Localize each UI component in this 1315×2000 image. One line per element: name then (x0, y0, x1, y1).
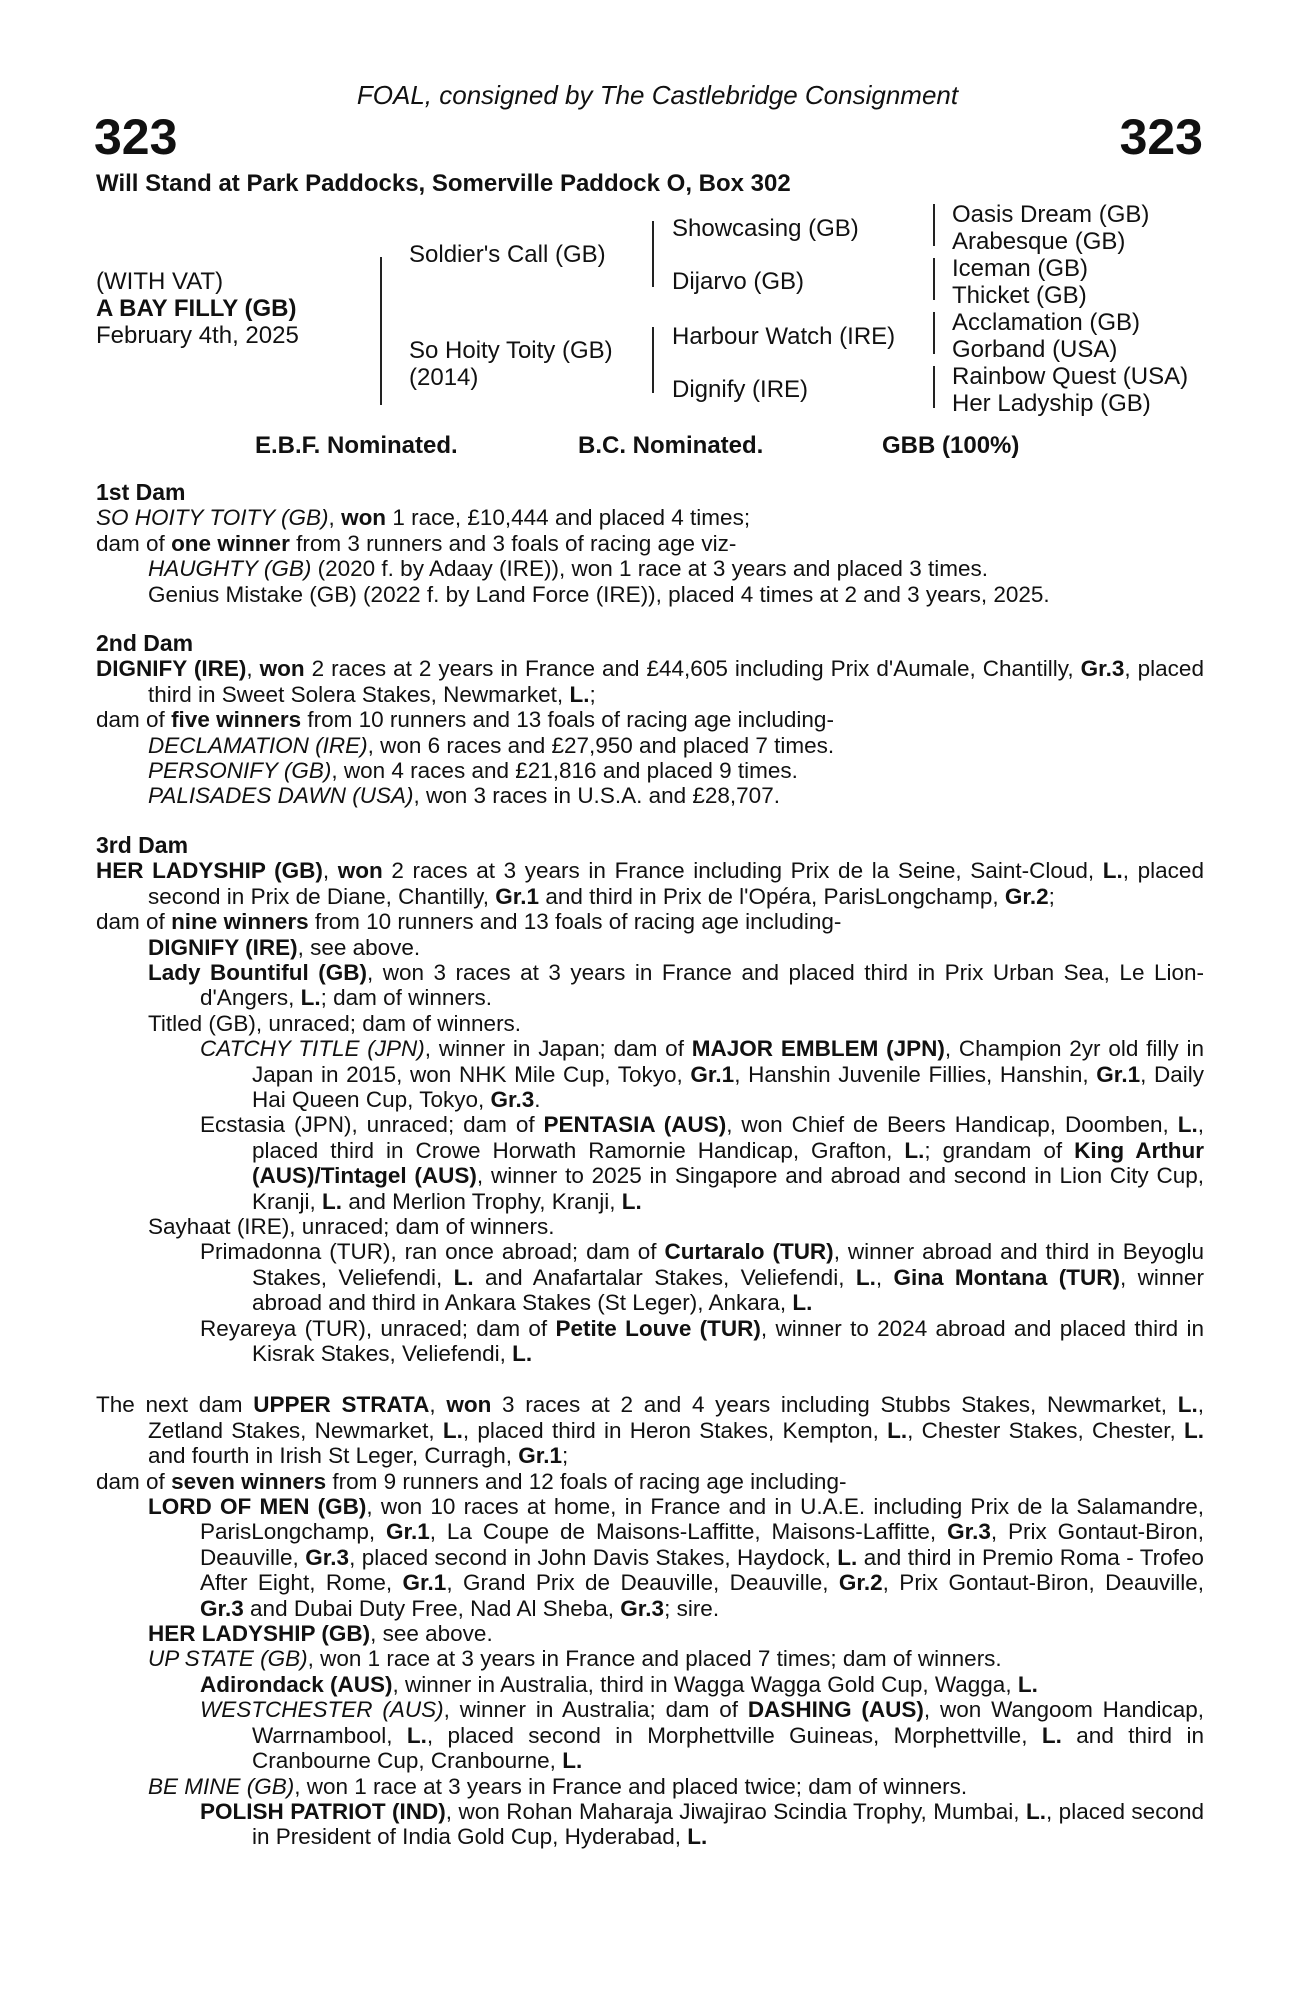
grand-produce (96, 1316, 1204, 1367)
foal-text: , winner to 2025 in Singapore and abroad and second in Lion City Cup, Kranji, (252, 1163, 1204, 1214)
foal-name: King Arthur (AUS)/Tintagel (AUS) (252, 1137, 1204, 1189)
dam: So Hoity Toity (GB) (409, 337, 613, 364)
foal-text: Reyareya (TUR), unraced; dam of (200, 1315, 548, 1341)
listed-label: L. (1017, 1671, 1038, 1697)
foal-text: , Prix Gontaut-Biron, Deauville, (882, 1570, 1204, 1596)
consignor-line: FOAL, consigned by The Castlebridge Consignment (356, 80, 959, 110)
listed-label: L. (1041, 1722, 1062, 1748)
first-dam-foal: Genius Mistake (GB) (2022 f. by Land Force (IRE)), placed 4 times at 2 and 3 years, 2025. (148, 581, 1050, 607)
grade-label: Gr.1 (1096, 1061, 1141, 1087)
record-text: , Zetland Stakes, Newmarket, (148, 1392, 1204, 1443)
third-dam-heading: 3rd Dam (96, 831, 189, 858)
foal-name: BE MINE (GB) (148, 1773, 295, 1799)
record-text: , Chester Stakes, Chester, (907, 1417, 1176, 1443)
grade-label: Gr.3 (200, 1595, 244, 1621)
foal-text: , Daily Hai Queen Cup, Tokyo, (252, 1061, 1204, 1112)
record-text: and fourth in Irish St Leger, Curragh, (148, 1443, 512, 1469)
foal-name: Lady Bountiful (GB) (148, 959, 367, 985)
next-dam-foal (96, 1774, 1204, 1799)
foal-name: LORD OF MEN (GB) (148, 1494, 367, 1520)
second-dam-foal (96, 733, 1204, 758)
gg-sire-2: Iceman (GB) (952, 255, 1089, 282)
foal-text: , won 1 race at 3 years in France and placed twice; dam of winners. (294, 1773, 968, 1799)
foal-name: HAUGHTY (GB) (148, 556, 312, 582)
foal-text: , Hanshin Juvenile Fillies, Hanshin, (734, 1061, 1089, 1087)
next-dam-record: The next dam UPPER STRATA, won 3 races at 2 and 4 years including Stubbs Stakes, Newmarket, L., Zetland Stakes, Newmarket, L., placed third in Heron Stakes, Kempton, L., Chester Stakes, Chester, L. and fourth in Irish St Leger, Curragh, Gr.1; (96, 1392, 1205, 1469)
listed-label: L. (792, 1290, 813, 1316)
foal-name: UP STATE (GB) (148, 1646, 308, 1672)
lot-number-left: 323 (94, 109, 178, 165)
foal-text: , placed second in President of India Gold Cup, Hyderabad, (252, 1798, 1204, 1850)
grade-label: Gr.3 (1080, 656, 1125, 682)
produce-text: from 9 runners and 12 foals of racing age including- (332, 1468, 847, 1494)
listed-label: L. (1102, 858, 1123, 884)
record-text: , placed third in Sweet Solera Stakes, Newmarket, (148, 656, 1204, 707)
third-dam-name: HER LADYSHIP (GB) (96, 858, 323, 884)
listed-label: L. (1177, 1112, 1198, 1138)
foal-text: ; sire. (664, 1595, 720, 1621)
foal-name: Petite Louve (TUR) (555, 1315, 761, 1341)
foal-text: and Merlion Trophy, Kranji, (348, 1188, 616, 1214)
second-dam-record: DIGNIFY (IRE), won 2 races at 2 years in France and £44,605 including Prix d'Aumale, Chantilly, Gr.3, placed third in Sweet Solera Stakes, Newmarket, L.; (96, 656, 1204, 707)
winners-count: one winner (171, 530, 290, 556)
second-dam-produce (96, 707, 1204, 732)
produce-text: from 10 runners and 13 foals of racing age including- (314, 909, 842, 935)
foal-text: Primadonna (TUR), ran once abroad; dam of (200, 1239, 657, 1265)
foal-text: , see above. (297, 934, 421, 960)
foal-name: WESTCHESTER (AUS) (200, 1697, 444, 1723)
gbb-status: GBB (100%) (882, 432, 1020, 459)
foal-name: Adirondack (AUS) (200, 1671, 393, 1697)
second-dam-foal (96, 758, 1204, 783)
first-dam-record: SO HOITY TOITY (GB), won 1 race, £10,444 and placed 4 times; (96, 505, 751, 531)
foal-text: , winner to 2024 abroad and placed third in Kisrak Stakes, Veliefendi, (252, 1315, 1204, 1366)
record-text: ; (562, 1443, 569, 1469)
grade-label: Gr.2 (1004, 883, 1049, 909)
listed-label: L. (621, 1188, 642, 1214)
grand-produce (96, 1697, 1204, 1773)
grade-label: Gr.1 (495, 883, 540, 909)
listed-label: L. (442, 1417, 463, 1443)
foal-name: POLISH PATRIOT (IND) (200, 1798, 446, 1824)
foal-text: , won 3 races in U.S.A. and £28,707. (413, 783, 780, 809)
stand-location: Will Stand at Park Paddocks, Somerville Paddock O, Box 302 (96, 170, 791, 197)
record-text: , placed second in Prix de Diane, Chantilly, (148, 858, 1204, 909)
third-dam-foal: Sayhaat (IRE), unraced; dam of winners. (148, 1213, 555, 1239)
listed-label: L. (904, 1137, 925, 1163)
foal-text: , winner abroad and third in Beyoglu Stakes, Veliefendi, (252, 1239, 1205, 1290)
foal-text: , La Coupe de Maisons-Laffitte, Maisons-Laffitte, (429, 1519, 937, 1545)
third-dam-foal (96, 960, 1204, 1011)
catalogue-body (96, 480, 1204, 1850)
sire: Soldier's Call (GB) (409, 241, 606, 268)
dam-sire: Harbour Watch (IRE) (672, 323, 896, 350)
dd-bracket (933, 366, 935, 408)
gg-dam-1: Arabesque (GB) (952, 228, 1126, 255)
foal-text: , Champion 2yr old filly in Japan in 2015, won NHK Mile Cup, Tokyo, (252, 1036, 1204, 1087)
foal-name: HER LADYSHIP (GB) (148, 1621, 371, 1647)
foal-text: , won 1 race at 3 years in France and placed 7 times; dam of winners. (307, 1646, 1002, 1672)
foal-text: Ecstasia (JPN), unraced; dam of (200, 1112, 535, 1138)
foal-text: , Grand Prix de Deauville, Deauville, (446, 1570, 829, 1596)
foal-text: , winner in Australia, third in Wagga Wagga Gold Cup, Wagga, (392, 1671, 1012, 1697)
foal-text: , winner abroad and third in Ankara Stakes (St Leger), Ankara, (252, 1264, 1204, 1316)
record-text: 2 races at 3 years in France including Prix de la Seine, Saint-Cloud, (391, 858, 1095, 884)
dam-of-text: dam of (96, 909, 165, 935)
won-label: won (446, 1392, 492, 1418)
foal-text: , winner in Japan; dam of (424, 1036, 684, 1062)
second-dam-foal (96, 783, 1204, 808)
foal-text: , see above. (370, 1621, 493, 1647)
dam-of-text: dam of (96, 1468, 165, 1494)
grade-label: Gr.3 (305, 1544, 350, 1570)
lot-number-right: 323 (1119, 109, 1203, 165)
foal-text: , winner in Australia; dam of (443, 1697, 738, 1723)
foal-name: DECLAMATION (IRE) (148, 732, 368, 758)
listed-label: L. (887, 1417, 908, 1443)
listed-label: L. (300, 985, 321, 1011)
record-text: and third in Prix de l'Opéra, ParisLongchamp, (545, 883, 999, 909)
foaling-date: February 4th, 2025 (96, 322, 299, 349)
foal-name: PERSONIFY (GB) (148, 758, 332, 784)
listed-label: L. (837, 1544, 858, 1570)
dam-dam: Dignify (IRE) (672, 376, 809, 403)
foal-text: and third in Cranbourne Cup, Cranbourne, (252, 1722, 1204, 1774)
foal-text: , won Wangoom Handicap, Warrnambool, (252, 1697, 1204, 1748)
listed-label: L. (1184, 1417, 1205, 1443)
foal-text: , won Chief de Beers Handicap, Doomben, (726, 1112, 1169, 1138)
listed-label: L. (855, 1264, 876, 1290)
ss-bracket (933, 204, 935, 246)
sire-bracket (652, 221, 654, 287)
foal-text: and Dubai Duty Free, Nad Al Sheba, (250, 1595, 615, 1621)
foal-text: ; grandam of (924, 1137, 1063, 1163)
foal-text: , won 6 races and £27,950 and placed 7 times. (367, 732, 835, 758)
listed-label: L. (453, 1264, 474, 1290)
winners-count: nine winners (171, 909, 309, 935)
foal-text: , won 4 races and £21,816 and placed 9 times. (331, 758, 798, 784)
next-dam-intro: The next dam (96, 1392, 243, 1418)
listed-label: L. (512, 1341, 533, 1366)
third-dam-produce (96, 909, 1204, 934)
second-dam-name: DIGNIFY (IRE) (96, 656, 247, 682)
second-dam-heading: 2nd Dam (96, 630, 194, 657)
foal-text: , placed third in Crowe Horwath Ramornie Handicap, Grafton, (252, 1112, 1204, 1163)
dam-of-text: dam of (96, 530, 165, 556)
foal-name: PENTASIA (AUS) (543, 1112, 727, 1138)
foal-name: Curtaralo (TUR) (664, 1239, 834, 1265)
next-dam-produce (96, 1469, 1204, 1494)
first-dam-name: SO HOITY TOITY (GB) (96, 505, 329, 531)
grade-label: Gr.2 (838, 1570, 883, 1596)
winners-count: five winners (171, 707, 302, 733)
grade-label: Gr.1 (518, 1443, 563, 1469)
grand-produce (96, 1112, 1204, 1214)
foal-text: ; dam of winners. (320, 985, 492, 1011)
foal-text: and third in Premio Roma - Trofeo After Eight, Rome, (200, 1544, 1204, 1596)
gg-sire-1: Oasis Dream (GB) (952, 201, 1150, 228)
third-dam-foal: Titled (GB), unraced; dam of winners. (148, 1010, 522, 1036)
grade-label: Gr.3 (620, 1595, 665, 1621)
bc-nomination: B.C. Nominated. (578, 432, 764, 459)
listed-label: L. (687, 1824, 708, 1850)
next-dam-name: UPPER STRATA (253, 1392, 430, 1418)
third-dam-foal (96, 935, 1204, 960)
foal-name: CATCHY TITLE (JPN) (200, 1036, 425, 1062)
record-text: 3 races at 2 and 4 years including Stubbs Stakes, Newmarket, (502, 1392, 1167, 1418)
gg-sire-3: Acclamation (GB) (952, 309, 1141, 336)
grade-label: Gr.3 (947, 1519, 991, 1545)
listed-label: L. (322, 1188, 343, 1214)
foal-text: . (534, 1086, 541, 1112)
listed-label: L. (406, 1722, 427, 1748)
foal-text: , won Rohan Maharaja Jiwajirao Scindia Trophy, Mumbai, (445, 1798, 1020, 1824)
listed-label: L. (1177, 1392, 1198, 1418)
foal-name: MAJOR EMBLEM (JPN) (691, 1036, 945, 1062)
sire-dam: Dijarvo (GB) (672, 268, 805, 295)
record-text: ; (1048, 883, 1055, 909)
foal-text: , placed second in John Davis Stakes, Haydock, (349, 1544, 831, 1570)
record-text: , placed third in Heron Stakes, Kempton, (462, 1417, 879, 1443)
listed-label: L. (569, 681, 590, 707)
foal-text: , won 10 races at home, in France and in U.A.E. including Prix de la Salamandre, ParisLongchamp, (200, 1494, 1204, 1545)
won-label: won (337, 858, 383, 884)
foal-text: , (875, 1264, 883, 1290)
listed-label: L. (1025, 1798, 1046, 1824)
ebf-nomination: E.B.F. Nominated. (255, 432, 458, 459)
won-label: won (259, 656, 305, 682)
dam-year: (2014) (409, 364, 479, 391)
ds-bracket (933, 312, 935, 354)
next-dam-foal (96, 1646, 1204, 1671)
grand-produce (96, 1672, 1204, 1697)
horse-name: A BAY FILLY (GB) (96, 295, 297, 322)
gg-dam-4: Her Ladyship (GB) (952, 390, 1151, 417)
third-dam-record: HER LADYSHIP (GB), won 2 races at 3 years in France including Prix de la Seine, Saint-Cloud, L., placed second in Prix de Diane, Chantilly, Gr.1 and third in Prix de l'Opéra, ParisLongchamp, Gr.2; (96, 858, 1204, 909)
foal-text: , Prix Gontaut-Biron, Deauville, (200, 1519, 1204, 1570)
first-dam-foal (96, 556, 1204, 581)
gg-sire-4: Rainbow Quest (USA) (952, 363, 1189, 390)
foal-name: PALISADES DAWN (USA) (148, 783, 414, 809)
foal-text: , won 3 races at 3 years in France and placed third in Prix Urban Sea, Le Lion-d'Angers, (200, 959, 1204, 1011)
won-label: won (341, 505, 387, 531)
foal-text: (2020 f. by Adaay (IRE)), won 1 race at 3 years and placed 3 times. (317, 556, 988, 582)
sire-sire: Showcasing (GB) (672, 215, 859, 242)
sd-bracket (933, 258, 935, 300)
section-gap (96, 1366, 1204, 1392)
dam-bracket (652, 327, 654, 393)
winners-count: seven winners (171, 1468, 327, 1494)
grade-label: Gr.1 (402, 1570, 447, 1596)
gg-dam-3: Gorband (USA) (952, 336, 1118, 363)
record-text: 1 race, £10,444 and placed 4 times; (392, 505, 751, 531)
grade-label: Gr.1 (690, 1061, 735, 1087)
foal-text: and Anafartalar Stakes, Veliefendi, (485, 1264, 845, 1290)
gg-dam-2: Thicket (GB) (952, 282, 1087, 309)
produce-text: from 10 runners and 13 foals of racing age including- (307, 707, 834, 733)
listed-label: L. (562, 1748, 583, 1774)
grand-produce (96, 1239, 1204, 1315)
first-dam-heading: 1st Dam (96, 479, 186, 505)
grand-produce (96, 1036, 1204, 1112)
record-text: 2 races at 2 years in France and £44,605 including Prix d'Aumale, Chantilly, (311, 656, 1074, 682)
foal-text: , placed second in Morphettville Guineas, Morphettville, (426, 1722, 1028, 1748)
pedigree-bracket (380, 257, 382, 405)
foal-name: DASHING (AUS) (747, 1697, 924, 1723)
grade-label: Gr.3 (490, 1086, 535, 1112)
record-text: ; (589, 681, 596, 707)
foal-name: Gina Montana (TUR) (893, 1264, 1121, 1290)
produce-text: from 3 runners and 3 foals of racing age viz- (296, 530, 737, 556)
grade-label: Gr.1 (386, 1519, 430, 1545)
dam-of-text: dam of (96, 707, 165, 733)
vat-note: (WITH VAT) (96, 268, 224, 295)
foal-name: DIGNIFY (IRE) (148, 934, 298, 960)
next-dam-foal (96, 1494, 1204, 1621)
first-dam-produce (96, 531, 1204, 556)
grand-produce (96, 1799, 1204, 1850)
next-dam-foal (96, 1621, 1204, 1646)
